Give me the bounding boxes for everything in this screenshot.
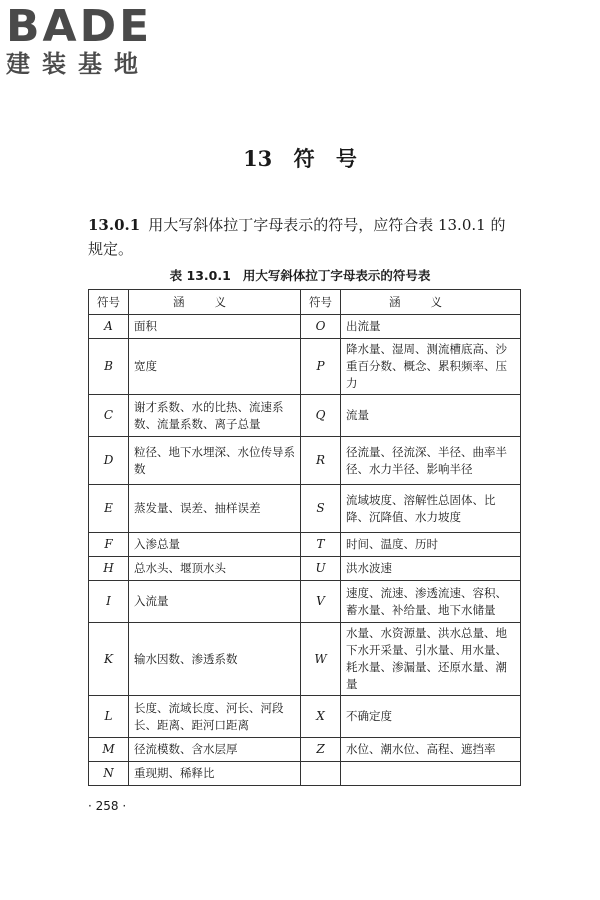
logo-wordmark: BADE [6,1,153,52]
table-row [89,696,521,738]
symbol-cell-left: M [89,738,129,762]
symbol-cell-left: N [89,762,129,786]
symbol-cell-right [301,762,341,786]
brand-logo [6,1,176,78]
meaning-cell-right: 径流量、径流深、半径、曲率半径、水力半径、影响半径 [341,437,521,485]
meaning-cell-left: 宽度 [129,339,301,395]
meaning-cell-left: 重现期、稀释比 [129,762,301,786]
table-caption-number: 表 13.0.1 [169,268,231,283]
meaning-cell-left: 输水因数、渗透系数 [129,623,301,696]
meaning-cell-right: 洪水波速 [341,557,521,581]
meaning-cell-right: 不确定度 [341,696,521,738]
table-row [89,315,521,339]
meaning-cell-left: 入流量 [129,581,301,623]
chapter-title: 符 号 [293,146,357,171]
meaning-cell-left: 径流模数、含水层厚 [129,738,301,762]
table-row [89,485,521,533]
table-body [89,315,521,786]
symbol-cell-left: E [89,485,129,533]
symbol-cell-right: W [301,623,341,696]
meaning-cell-left: 面积 [129,315,301,339]
clause-paragraph [88,213,520,261]
meaning-cell-right: 降水量、湿周、测流槽底高、沙重百分数、概念、累积频率、压力 [341,339,521,395]
header-meaning-right: 涵义 [341,290,521,315]
meaning-cell-right: 时间、温度、历时 [341,533,521,557]
symbol-table [88,289,521,786]
table-row [89,738,521,762]
symbol-cell-right: T [301,533,341,557]
table-row [89,557,521,581]
table-row [89,762,521,786]
symbol-cell-left: I [89,581,129,623]
symbol-cell-right: X [301,696,341,738]
meaning-cell-left: 蒸发量、误差、抽样误差 [129,485,301,533]
symbol-cell-left: B [89,339,129,395]
symbol-cell-right: U [301,557,341,581]
meaning-cell-left: 总水头、堰顶水头 [129,557,301,581]
header-symbol-left: 符号 [89,290,129,315]
header-meaning-left: 涵义 [129,290,301,315]
meaning-cell-right: 出流量 [341,315,521,339]
chapter-number: 13 [243,146,273,171]
clause-text: 用大写斜体拉丁字母表示的符号，应符合表 13.0.1 的规定。 [88,216,506,258]
clause-number: 13.0.1 [88,216,141,234]
table-row [89,533,521,557]
meaning-cell-right: 流量 [341,395,521,437]
symbol-cell-right: R [301,437,341,485]
meaning-cell-right: 水量、水资源量、洪水总量、地下水开采量、引水量、用水量、耗水量、渗漏量、还原水量、潮量 [341,623,521,696]
table-row [89,581,521,623]
meaning-cell-left: 长度、流域长度、河长、河段长、距离、距河口距离 [129,696,301,738]
symbol-cell-right: P [301,339,341,395]
table-row [89,395,521,437]
symbol-cell-right: Q [301,395,341,437]
symbol-cell-left: A [89,315,129,339]
table-row [89,437,521,485]
table-caption [0,266,600,284]
symbol-cell-right: O [301,315,341,339]
meaning-cell-right: 水位、潮水位、高程、遮挡率 [341,738,521,762]
meaning-cell-right [341,762,521,786]
meaning-cell-left: 谢才系数、水的比热、流速系数、流量系数、离子总量 [129,395,301,437]
table-row [89,623,521,696]
symbol-cell-left: H [89,557,129,581]
meaning-cell-left: 入渗总量 [129,533,301,557]
meaning-cell-left: 粒径、地下水埋深、水位传导系数 [129,437,301,485]
table-caption-title: 用大写斜体拉丁字母表示的符号表 [242,268,431,283]
chapter-heading [0,143,600,173]
symbol-cell-left: K [89,623,129,696]
symbol-cell-left: L [89,696,129,738]
meaning-cell-right: 速度、流速、渗透流速、容积、蓄水量、补给量、地下水储量 [341,581,521,623]
table-header-row [89,290,521,315]
symbol-cell-left: D [89,437,129,485]
symbol-cell-left: C [89,395,129,437]
meaning-cell-right: 流域坡度、溶解性总固体、比降、沉降值、水力坡度 [341,485,521,533]
page-number: · 258 · [88,799,127,813]
symbol-cell-right: V [301,581,341,623]
logo-subtitle: 建装基地 [6,50,150,78]
header-symbol-right: 符号 [301,290,341,315]
table-row [89,339,521,395]
symbol-cell-right: Z [301,738,341,762]
symbol-cell-left: F [89,533,129,557]
symbol-cell-right: S [301,485,341,533]
